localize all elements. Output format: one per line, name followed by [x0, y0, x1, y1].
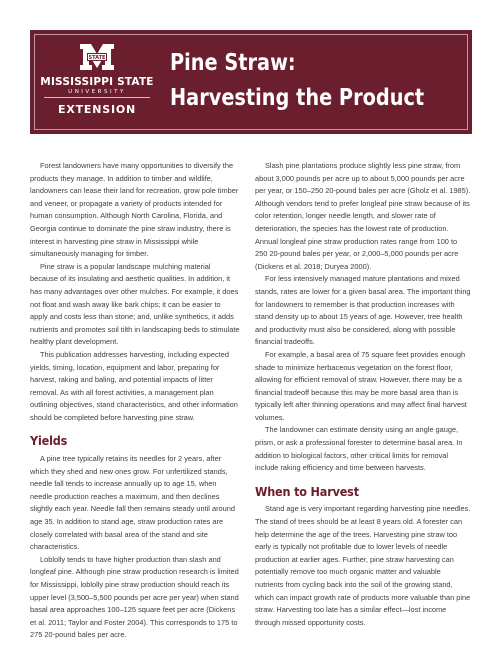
yields-paragraph-1: A pine tree typically retains its needles for 2 years, after which they shed and new ones grow. For unfertilized stands, needle fall tends to increase annually up to age 15, when needle production reaches a maximum, and then declines slightly each year. Needle fall then remains steady until around age 35. In addition to stand age, straw production rates are closely correlated with basal area of the stand and site characteristics. — [30, 454, 236, 552]
left-column — [30, 160, 240, 642]
body-paragraph-2: For less intensively managed mature plantations and mixed stands, rates are lower for a given basal area. The important thing for landowners to remember is that production increases with stand density up to about 15 years of age. However, tree health and productivity must also be considered, along with possible financial tradeoffs. — [255, 274, 471, 347]
page-title-line-2: Harvesting the Product — [170, 85, 425, 111]
university-subtitle: UNIVERSITY — [68, 89, 126, 95]
ms-state-logo-icon — [78, 42, 116, 72]
intro-paragraph-3: This publication addresses harvesting, including expected yields, timing, location, equipment and labor, preparing for harvest, raking and baling, and potential impacts of litter removal. As with all forest activities, a management plan outlining objectives, stand characteristics, and other information should be completed before harvesting pine straw. — [30, 349, 238, 422]
when-paragraph-1: Stand age is very important regarding harvesting pine needles. The stand of trees should be at least 8 years old. A forester can help determine the age of the trees. Harvesting pine straw too early is typically not profitable due to lower levels of needle production at earlier ages. Further, pine straw harvesting can potentially remove too much organic matter and valuable nutrients from cycling back into the soil of the growing stand, which can impact growth rate of products more valuable than pine straw. Harvesting too late has a similar effect—lost income through missed opportunity costs. — [255, 504, 471, 627]
yields-paragraph-2: Loblolly tends to have higher production than slash and longleaf pine. Although pine straw production research is limited for Mississippi, loblolly pine straw production should reach its upper level (3,500–5,500 pounds per acre per year) when stand basal area approaches 100–125 square feet per acre (Dickens et al. 2011; Taylor and Foster 2004). This corresponds to 175 to 275 20-pound bales per acre. — [30, 554, 239, 640]
body-paragraph-3: For example, a basal area of 75 square feet provides enough shade to minimize herbaceous vegetation on the forest floor, allowing for efficient removal of straw. However, there may be a financial tradeoff because this may be more basal area than is typically left after thinning operations and may affect final harvest volumes. — [255, 349, 467, 422]
right-column — [255, 160, 471, 629]
logo-divider — [44, 97, 150, 98]
intro-paragraph-1: Forest landowners have many opportunities to diversify the products they manage. In addition to timber and wildlife, landowners can lease their land for recreation, grow pole timber and veneer, or propagate a variety of products intended for human consumption. Although North Carolina, Florida, and Georgia continue to dominate the pine straw industry, there is interest in harvesting pine straw in Mississippi while simultaneously managing for timber. — [30, 161, 239, 259]
body-paragraph-4: The landowner can estimate density using an angle gauge, prism, or ask a professional forester to determine basal area. In addition to biological factors, other critical limits for removal include raking efficiency and time between harvests. — [255, 425, 463, 473]
svg-text:STATE: STATE — [88, 54, 106, 61]
page-title-line-1: Pine Straw: — [170, 50, 296, 76]
body-paragraph-1: Slash pine plantations produce slightly less pine straw, from about 3,000 pounds per acre up to about 5,000 pounds per acre per year, or 150–250 20-pound bales per acre (Gholz et al. 1985). Although vendors tend to prefer longleaf pine straw because of its color retention, longer needle length, and slower rate of deterioration, the species has the lowest rate of production. Annual longleaf pine straw production rates range from 100 to 250 20-pound bales per year, or 2,000–5,000 pounds per acre (Dickens et al. 2018; Duryea 2000). — [255, 161, 471, 271]
intro-paragraph-2: Pine straw is a popular landscape mulching material because of its insulating and aesthetic qualities. In addition, it has many advantages over other mulches. For example, it does not float and wash away like bark chips; it can be easier to apply and costs less than stone; and, unlike synthetics, it adds nutrients and promotes soil tilth in landscaping beds to stimulate healthy plant development. — [30, 261, 240, 347]
yields-heading: Yields — [30, 433, 68, 449]
when-to-harvest-heading: When to Harvest — [255, 483, 359, 499]
university-name: MISSISSIPPI STATE — [40, 76, 154, 88]
extension-label: EXTENSION — [58, 103, 136, 116]
msu-extension-logo — [38, 40, 156, 126]
